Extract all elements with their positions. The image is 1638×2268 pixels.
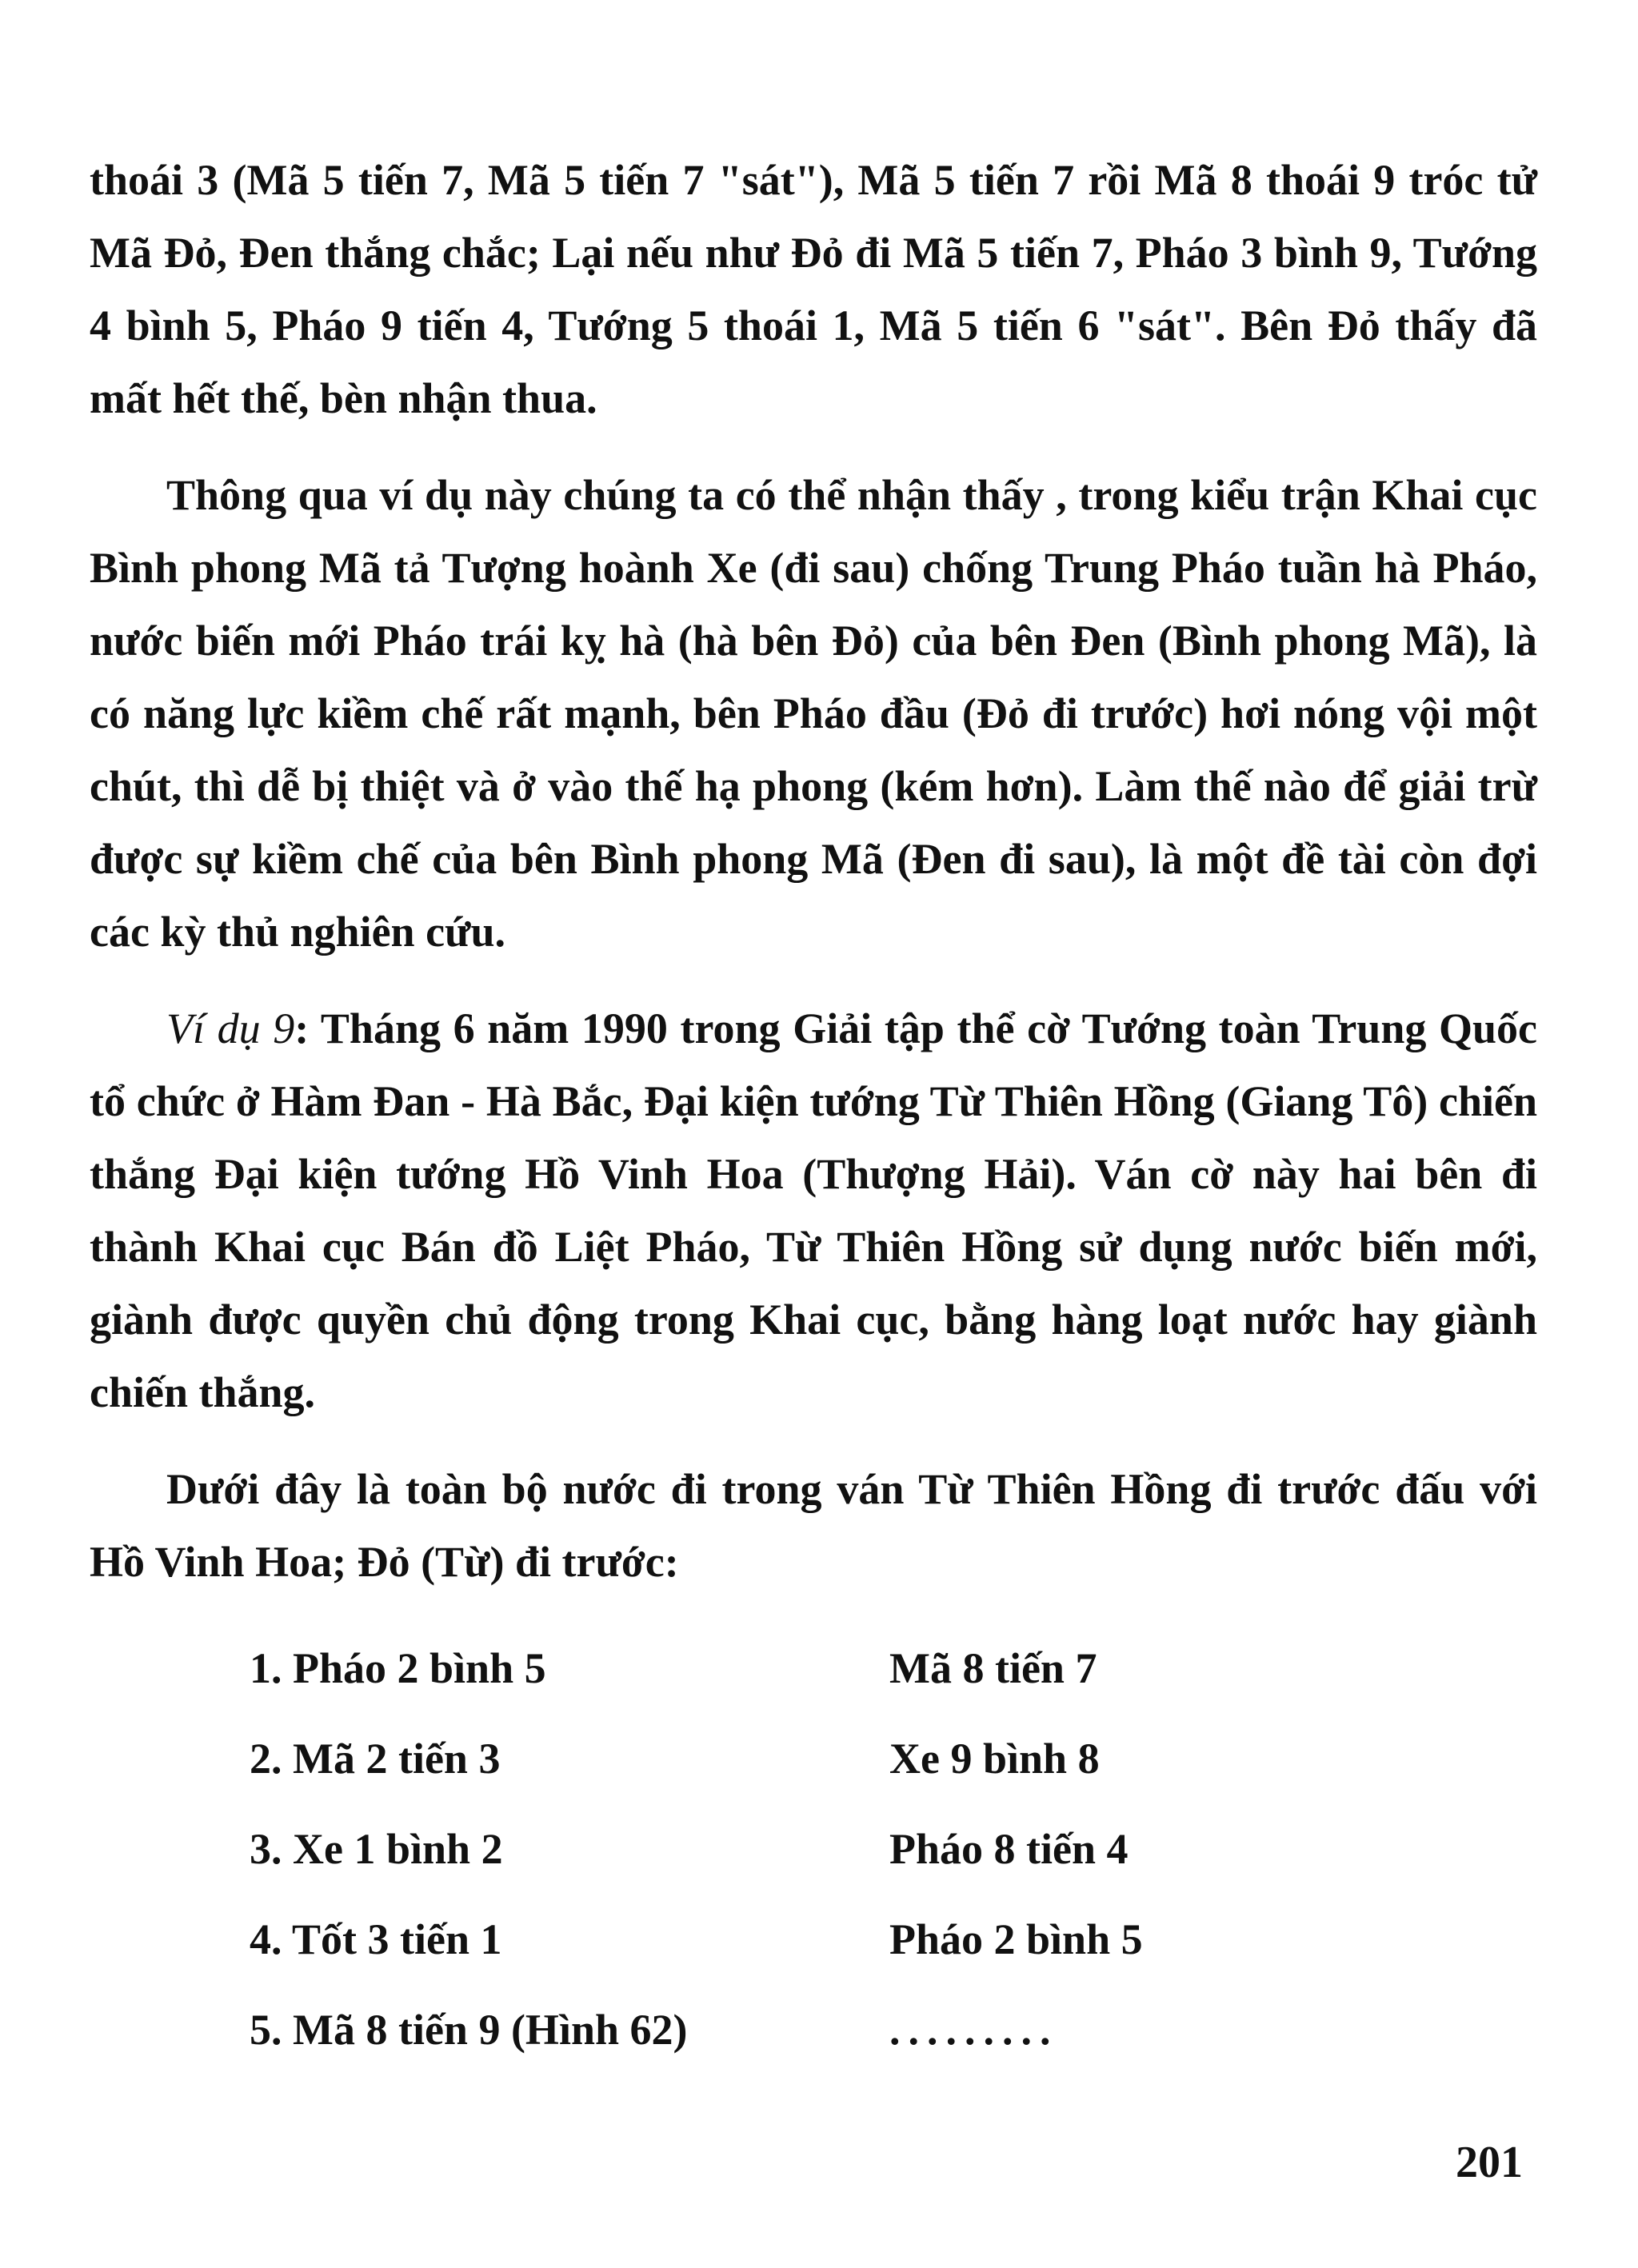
move-red: 5. Mã 8 tiến 9 (Hình 62) [250,2005,688,2054]
example-text: : Tháng 6 năm 1990 trong Giải tập thể cờ Tướng toàn Trung Quốc tổ chức ở Hàm Đan - Hà Bắc, Đại kiện tướng Từ Thiên Hồng (Giang Tô) chiến thắng Đại kiện tướng Hồ Vinh Hoa (Thượng Hải). Ván cờ này hai bên đi thành Khai cục Bán đồ Liệt Pháo, Từ Thiên Hồng sử dụng nước biến mới, giành được quyền chủ động trong Khai cục, bằng hàng loạt nước hay giành chiến thắng. [90,1004,1537,1416]
move-red: 2. Mã 2 tiến 3 [250,1734,501,1783]
move-black-ellipsis: ......... [889,2005,1059,2054]
move-red: 4. Tốt 3 tiến 1 [250,1915,502,1963]
book-page [90,144,1537,2074]
move-list [250,1623,1209,2074]
move-row [250,1803,1209,1894]
paragraph-intro: Dưới đây là toàn bộ nước đi trong ván Từ Thiên Hồng đi trước đấu với Hồ Vinh Hoa; Đỏ (Từ) đi trước: [90,1465,1537,1586]
move-black: Xe 9 bình 8 [889,1734,1100,1783]
example-label: Ví dụ 9 [166,1004,295,1052]
page-number: 201 [1456,2138,1523,2187]
paragraph-analysis: Thông qua ví dụ này chúng ta có thể nhận thấy , trong kiểu trận Khai cục Bình phong Mã tả Tượng hoành Xe (đi sau) chống Trung Pháo tuần hà Pháo, nước biến mới Pháo trái kỵ hà (hà bên Đỏ) của bên Đen (Bình phong Mã), là có năng lực kiềm chế rất mạnh, bên Pháo đầu (Đỏ đi trước) hơi nóng vội một chút, thì dễ bị thiệt và ở vào thế hạ phong (kém hơn). Làm thế nào để giải trừ được sự kiềm chế của bên Bình phong Mã (Đen đi sau), là một đề tài còn đợi các kỳ thủ nghiên cứu. [90,471,1537,956]
move-red: 3. Xe 1 bình 2 [250,1824,503,1873]
move-black: Pháo 8 tiến 4 [889,1824,1129,1873]
paragraph-example [90,992,1537,1429]
move-row [250,1984,1209,2074]
paragraph-continuation: thoái 3 (Mã 5 tiến 7, Mã 5 tiến 7 "sát"), Mã 5 tiến 7 rồi Mã 8 thoái 9 tróc tử Mã Đỏ, Đen thắng chắc; Lại nếu như Đỏ đi Mã 5 tiến 7, Pháo 3 bình 9, Tướng 4 bình 5, Pháo 9 tiến 4, Tướng 5 thoái 1, Mã 5 tiến 6 "sát". Bên Đỏ thấy đã mất hết thế, bèn nhận thua. [90,156,1537,422]
move-row [250,1713,1209,1803]
move-row [250,1623,1209,1713]
move-black: Mã 8 tiến 7 [889,1643,1097,1692]
move-row [250,1894,1209,1984]
move-red: 1. Pháo 2 bình 5 [250,1643,546,1692]
move-black: Pháo 2 bình 5 [889,1915,1143,1963]
